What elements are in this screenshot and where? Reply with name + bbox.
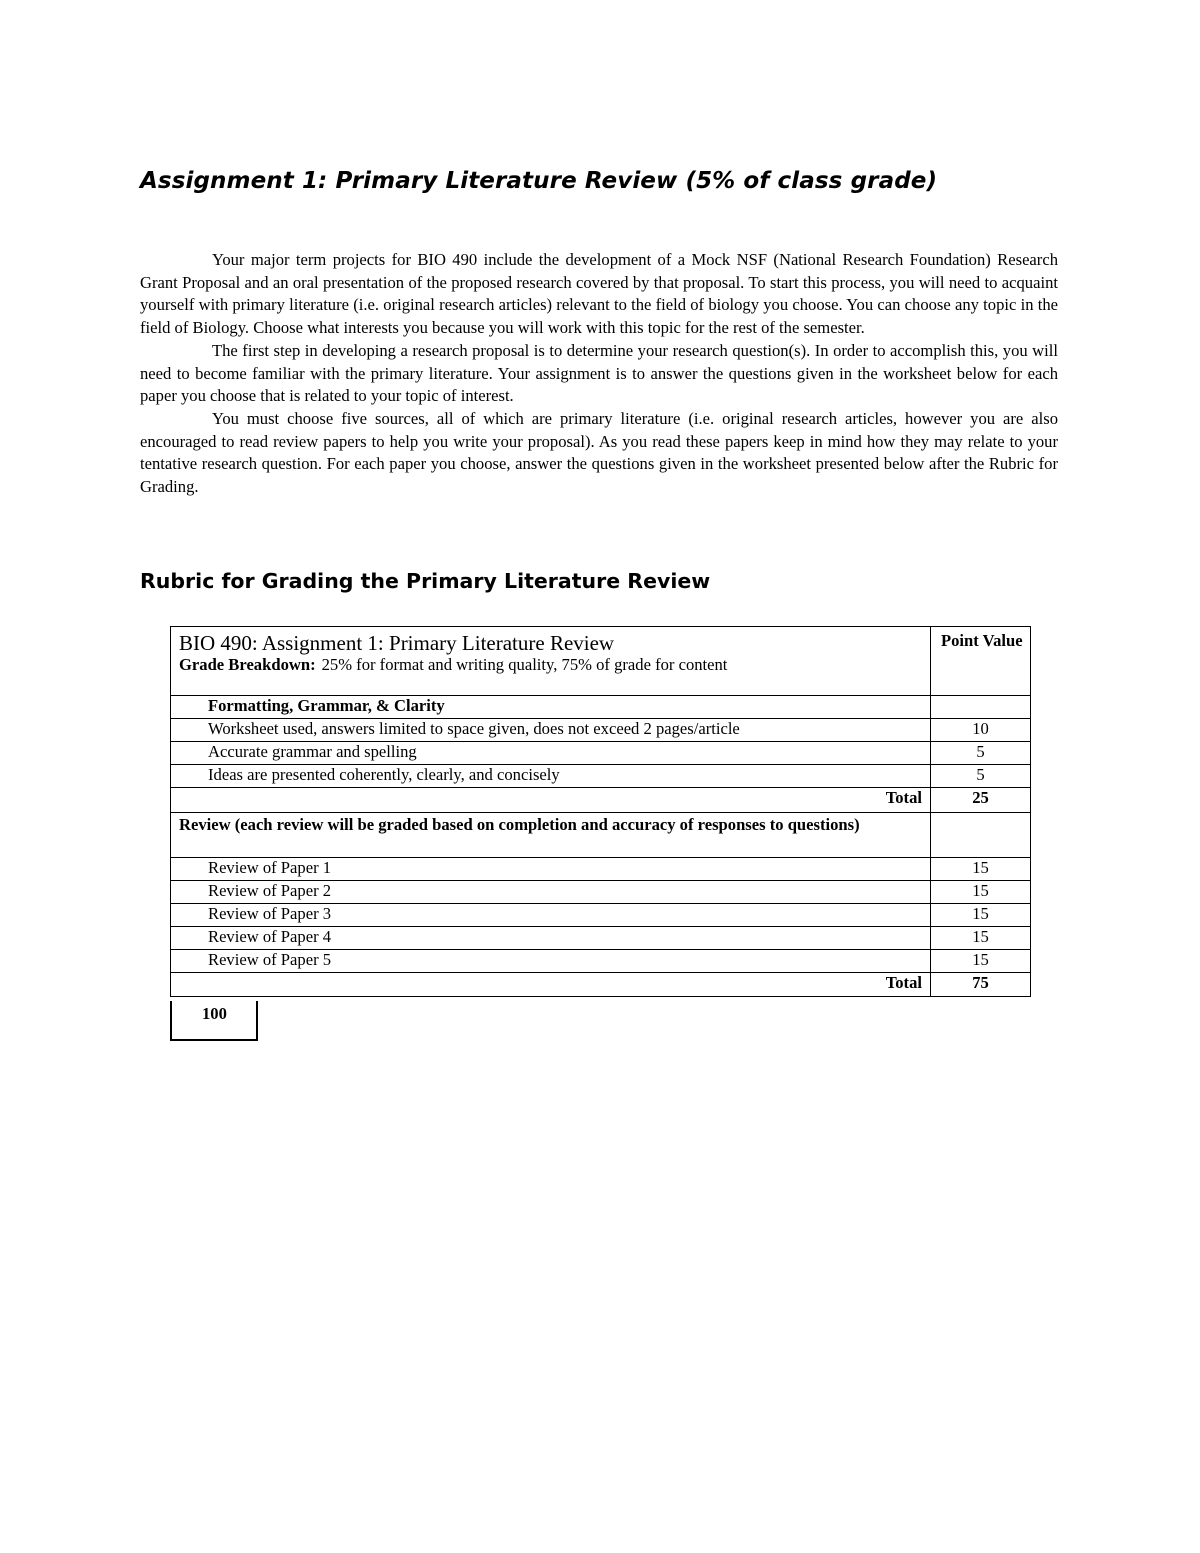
rubric-item-label: Worksheet used, answers limited to space given, does not exceed 2 pages/article: [171, 719, 931, 742]
grade-breakdown-text: 25% for format and writing quality, 75% of grade for content: [321, 655, 728, 674]
rubric-title: BIO 490: Assignment 1: Primary Literature Review: [179, 631, 615, 655]
review-heading-row: [171, 813, 1031, 858]
rubric-item-points: 15: [931, 858, 1031, 881]
table-row: [171, 904, 1031, 927]
page-title: Assignment 1: Primary Literature Review (5% of class grade): [140, 168, 938, 194]
rubric-item-label: Review of Paper 4: [171, 927, 931, 950]
formatting-heading-row: [171, 696, 1031, 719]
intro-paragraph-2: The first step in developing a research proposal is to determine your research question(s). In order to accomplish this, you will need to become familiar with the primary literature. Your assignment is to answer the questions given in the worksheet below for each paper you choose that is related to your topic of interest.: [140, 340, 1058, 406]
point-value-header: Point Value: [931, 627, 1031, 696]
rubric-item-label: Review of Paper 5: [171, 950, 931, 973]
review-heading: Review (each review will be graded based on completion and accuracy of responses to questions): [171, 813, 931, 858]
review-heading-points: [931, 813, 1031, 858]
grade-breakdown: [179, 655, 922, 675]
rubric-header-cell: [171, 627, 931, 696]
table-row: [171, 858, 1031, 881]
table-row: [171, 742, 1031, 765]
review-total-value: 75: [931, 973, 1031, 997]
grade-breakdown-label: Grade Breakdown:: [179, 655, 316, 674]
rubric-item-label: Ideas are presented coherently, clearly, and concisely: [171, 765, 931, 788]
rubric-item-points: 15: [931, 927, 1031, 950]
formatting-total-label: Total: [171, 788, 931, 813]
rubric-table: [170, 626, 1031, 997]
grand-total: 100: [170, 1001, 258, 1041]
rubric-item-points: 5: [931, 765, 1031, 788]
table-row: [171, 719, 1031, 742]
table-row: [171, 765, 1031, 788]
rubric-item-label: Accurate grammar and spelling: [171, 742, 931, 765]
table-row: [171, 950, 1031, 973]
rubric-item-points: 10: [931, 719, 1031, 742]
rubric-item-label: Review of Paper 1: [171, 858, 931, 881]
rubric-heading: Rubric for Grading the Primary Literature Review: [140, 569, 711, 593]
formatting-total-value: 25: [931, 788, 1031, 813]
intro-paragraph-3: You must choose five sources, all of which are primary literature (i.e. original research articles, however you are also encouraged to read review papers to help you write your proposal). As you read these papers keep in mind how they may relate to your tentative research question. For each paper you choose, answer the questions given in the worksheet presented below after the Rubric for Grading.: [140, 408, 1058, 497]
rubric-item-points: 15: [931, 881, 1031, 904]
formatting-heading: Formatting, Grammar, & Clarity: [171, 696, 931, 719]
formatting-heading-points: [931, 696, 1031, 719]
table-row: [171, 927, 1031, 950]
rubric-item-points: 15: [931, 950, 1031, 973]
review-total-row: [171, 973, 1031, 997]
rubric-header-row: [171, 627, 1031, 696]
rubric-item-label: Review of Paper 2: [171, 881, 931, 904]
table-row: [171, 881, 1031, 904]
intro-paragraph-1: Your major term projects for BIO 490 include the development of a Mock NSF (National Research Foundation) Research Grant Proposal and an oral presentation of the proposed research covered by that proposal. To start this process, you will need to acquaint yourself with primary literature (i.e. original research articles) relevant to the field of biology you choose. You can choose any topic in the field of Biology. Choose what interests you because you will work with this topic for the rest of the semester.: [140, 250, 1058, 338]
rubric-item-points: 15: [931, 904, 1031, 927]
formatting-total-row: [171, 788, 1031, 813]
rubric-item-label: Review of Paper 3: [171, 904, 931, 927]
review-total-label: Total: [171, 973, 931, 997]
rubric-item-points: 5: [931, 742, 1031, 765]
intro-text: [140, 249, 1058, 499]
